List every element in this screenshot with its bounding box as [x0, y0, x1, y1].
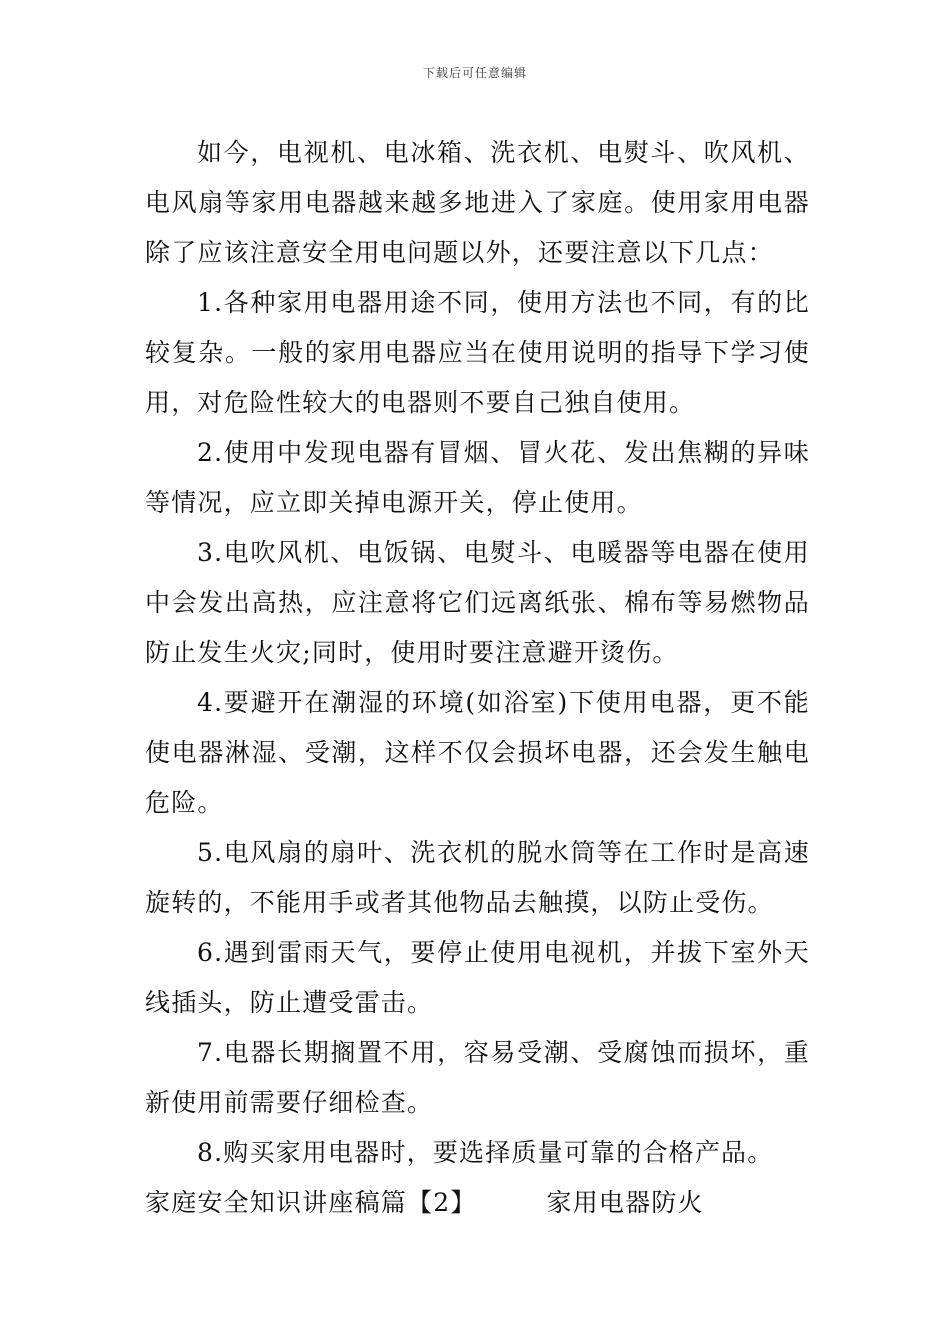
list-item-7: 7.电器长期搁置不用，容易受潮、受腐蚀而损坏，重新使用前需要仔细检查。: [145, 1038, 810, 1117]
list-item-6: 6.遇到雷雨天气，要停止使用电视机，并拔下室外天线插头，防止遭受雷击。: [145, 938, 810, 1017]
intro-paragraph: 如今，电视机、电冰箱、洗衣机、电熨斗、吹风机、电风扇等家用电器越来越多地进入了家庭。使用家用电器除了应该注意安全用电问题以外，还要注意以下几点：: [145, 138, 810, 267]
list-item-3: 3.电吹风机、电饭锅、电熨斗、电暖器等电器在使用中会发出高热，应注意将它们远离纸张、棉布等易燃物品防止发生火灾;同时，使用时要注意避开烫伤。: [145, 538, 810, 667]
list-item-8: 8.购买家用电器时，要选择质量可靠的合格产品。: [197, 1138, 774, 1167]
page-header: 下载后可任意编辑: [422, 66, 527, 80]
document-body: [145, 128, 810, 1228]
list-item-1: 1.各种家用电器用途不同，使用方法也不同，有的比较复杂。一般的家用电器应当在使用说明的指导下学习使用，对危险性较大的电器则不要自己独自使用。: [145, 288, 810, 417]
section-title: 家庭安全知识讲座稿篇【2】: [145, 1188, 477, 1217]
list-item-4: 4.要避开在潮湿的环境(如浴室)下使用电器，更不能使电器淋湿、受潮，这样不仅会损坏电器，还会发生触电危险。: [145, 688, 810, 817]
list-item-5: 5.电风扇的扇叶、洗衣机的脱水筒等在工作时是高速旋转的，不能用手或者其他物品去触摸，以防止受伤。: [145, 838, 810, 917]
section-heading: [145, 1178, 810, 1228]
list-item-2: 2.使用中发现电器有冒烟、冒火花、发出焦糊的异味等情况，应立即关掉电源开关，停止使用。: [145, 438, 810, 517]
section-subtitle: 家用电器防火: [546, 1188, 704, 1217]
